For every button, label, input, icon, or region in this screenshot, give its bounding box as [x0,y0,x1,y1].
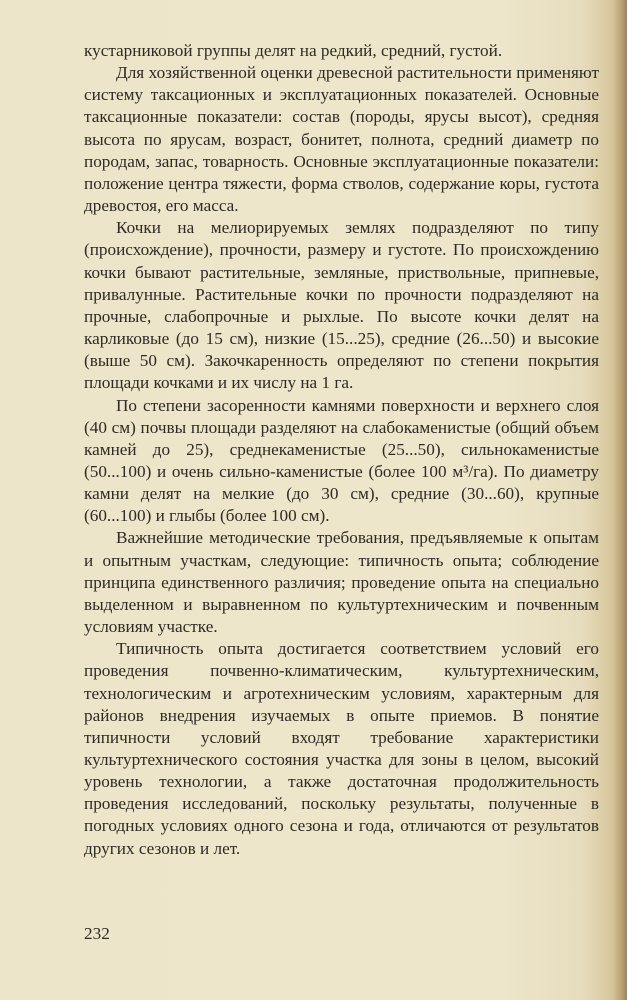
paragraph: Важнейшие методические требования, предъявляемые к опытам и опытным участкам, следующие: типичность опыта; соблюдение принципа единственного различия; проведение опыта на специально выделенном и выравненном по культуртехническим и почвенным условиям участке. [84,528,599,637]
page-edge-shadow [613,0,627,1000]
paragraph: Кочки на мелиорируемых землях подразделяют по типу (происхождение), прочности, размеру и густоте. По происхождению кочки бывают растительные, земляные, приствольные, припневые, привалунные. Растительные кочки по прочности подразделяют на прочные, слабопрочные и рыхлые. По высоте кочки делят на карликовые (до 15 см), низкие (15...25), средние (26...50) и высокие (выше 50 см). Закочкаренность определяют по степени покрытия площади кочками и их числу на 1 га. [84,218,599,393]
paragraph: Для хозяйственной оценки древесной растительности применяют систему таксационных и эксплуатационных показателей. Основные таксационные показатели: состав (породы, ярусы высот), средняя высота по ярусам, возраст, бонитет, полнота, средний диаметр по породам, запас, товарность. Основные эксплуатационные показатели: положение центра тяжести, форма стволов, содержание коры, густота древостоя, его масса. [84,63,599,216]
page-number: 232 [84,924,110,943]
paragraph: кустарниковой группы делят на редкий, средний, густой. [84,41,503,60]
body-text [84,40,599,860]
paragraph: По степени засоренности камнями поверхности и верхнего слоя (40 см) почвы площади разделяют на слабокаменистые (общий объем камней до 25), среднекаменистые (25...50), сильнокаменистые (50...100) и очень сильно-каменистые (более 100 м³/га). По диаметру камни делят на мелкие (до 30 см), средние (30...60), крупные (60...100) и глыбы (более 100 см). [84,395,599,526]
paragraph: Типичность опыта достигается соответствием условий его проведения почвенно-климатическим, культуртехническим, технологическим и агротехническим условиям, характерным для районов внедрения изучаемых в опыте приемов. В понятие типичности условий входят требование характеристики культуртехнического состояния участка для зоны в целом, высокий уровень технологии, а также достаточная продолжительность проведения исследований, поскольку результаты, полученные в погодных условиях одного сезона и года, отличаются от результатов других сезонов и лет. [84,639,599,858]
